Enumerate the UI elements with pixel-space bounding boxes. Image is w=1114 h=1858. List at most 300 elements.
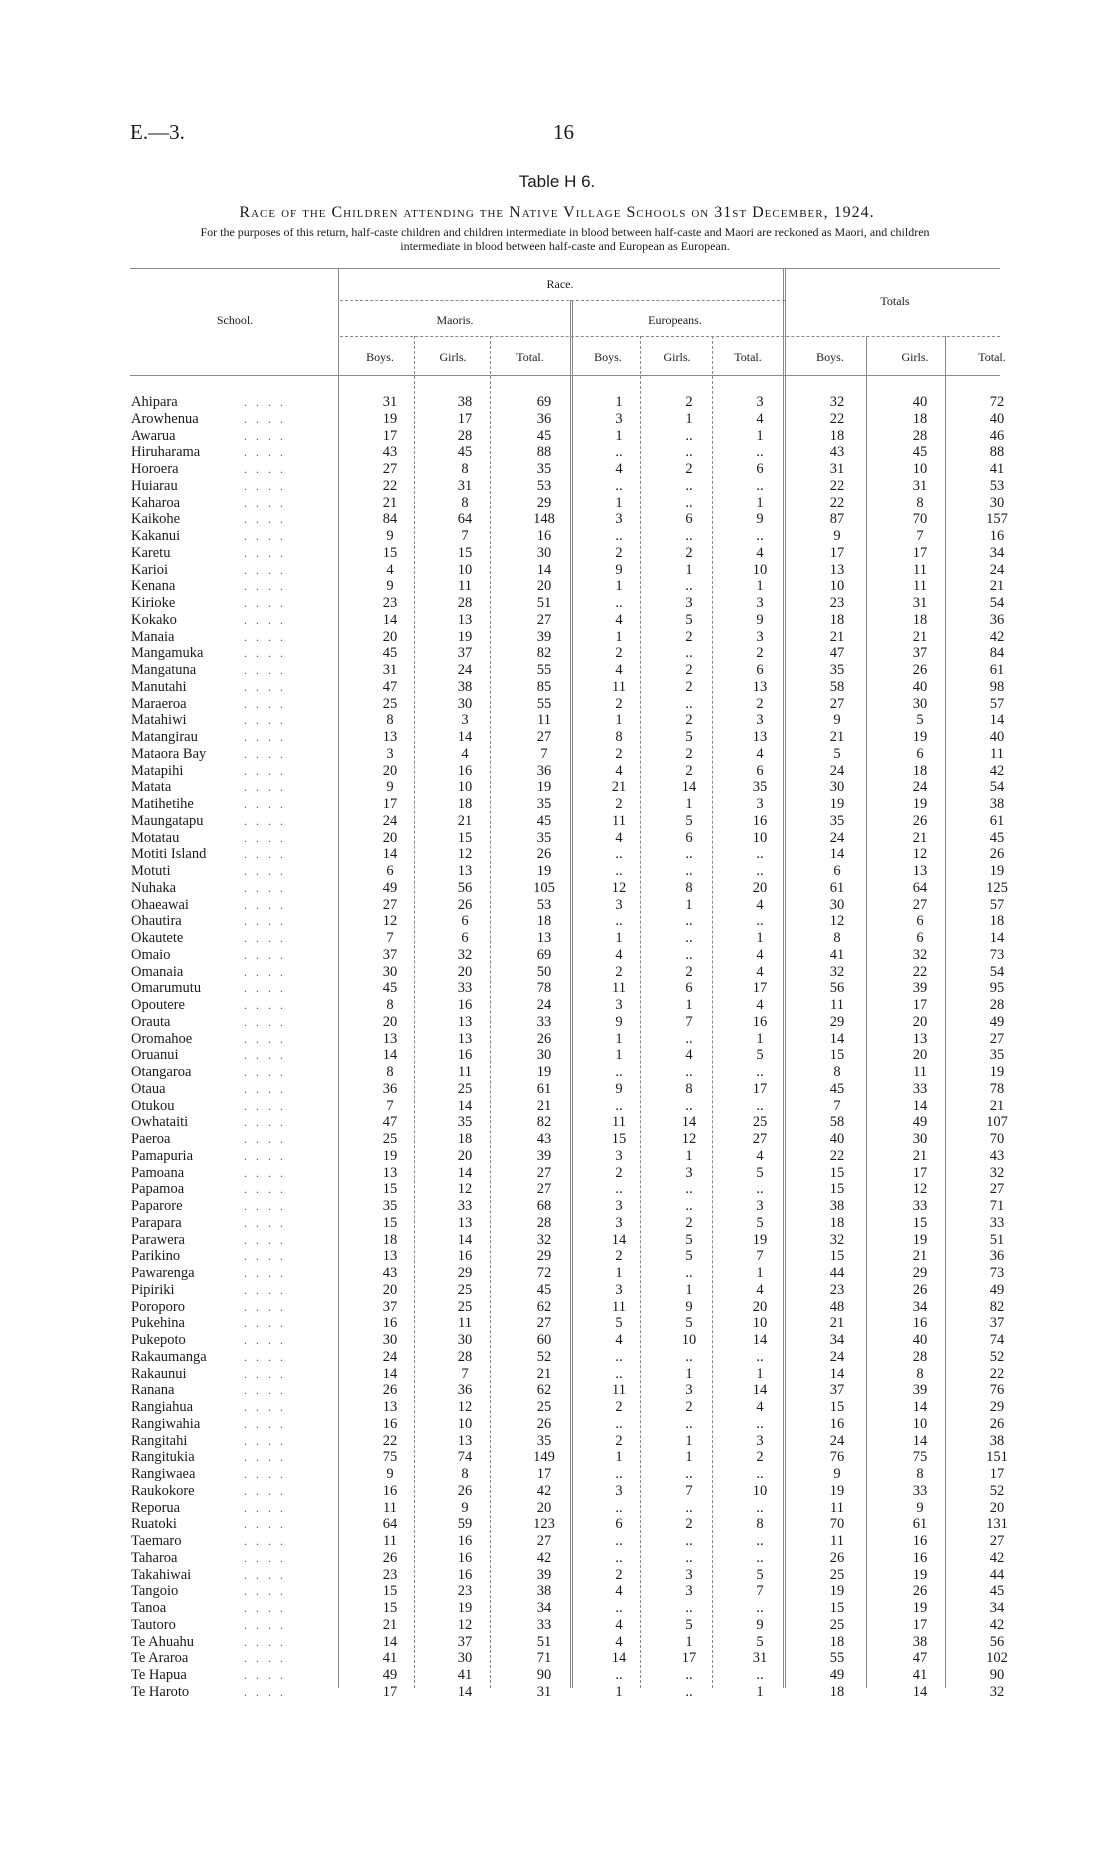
euro-girls-cell: 5 xyxy=(685,812,693,829)
school-name: Mangamuka xyxy=(131,645,204,662)
school-name: Hiruharama xyxy=(131,444,201,461)
total-boys-cell: 14 xyxy=(829,846,845,863)
euro-total-cell: 17 xyxy=(752,1080,768,1097)
total-boys-cell: 24 xyxy=(829,762,845,779)
school-name: Kaikohe xyxy=(131,511,181,528)
maori-girls-cell: 15 xyxy=(457,829,473,846)
table-row xyxy=(0,495,1114,512)
maori-girls-cell: 36 xyxy=(457,1382,473,1399)
leader-dots: . . . . xyxy=(244,813,286,828)
total-total-cell: 35 xyxy=(989,1047,1005,1064)
total-girls-cell: 19 xyxy=(912,1566,928,1583)
total-girls-cell: 26 xyxy=(912,812,928,829)
maori-total-cell: 51 xyxy=(536,1633,552,1650)
total-girls-cell: 49 xyxy=(912,1114,928,1131)
euro-total-cell: .. xyxy=(756,1097,764,1114)
euro-girls-cell: .. xyxy=(685,1030,693,1047)
table-row xyxy=(0,1466,1114,1483)
school-name: Kakanui xyxy=(131,528,181,544)
euro-total-cell: 1 xyxy=(756,494,764,511)
leader-dots: . . . . xyxy=(244,746,286,761)
euro-boys-cell: 4 xyxy=(615,829,623,846)
table-row xyxy=(0,595,1114,612)
table-row xyxy=(0,779,1114,796)
total-boys-cell: 14 xyxy=(829,1030,845,1047)
header-europeans: Europeans. xyxy=(648,313,702,327)
maori-total-cell: 25 xyxy=(536,1399,552,1415)
table-row xyxy=(0,846,1114,863)
maori-boys-cell: 27 xyxy=(382,461,398,477)
maori-total-cell: 30 xyxy=(536,544,552,561)
euro-total-cell: 4 xyxy=(756,1147,764,1164)
euro-girls-cell: 5 xyxy=(685,729,693,745)
euro-total-cell: 4 xyxy=(756,946,764,963)
euro-boys-cell: .. xyxy=(615,1600,623,1616)
total-total-cell: 37 xyxy=(989,1315,1005,1332)
school-name: Rangiahua xyxy=(131,1399,194,1415)
total-girls-cell: 40 xyxy=(912,678,928,695)
maori-boys-cell: 36 xyxy=(382,1080,398,1097)
total-girls-cell: 8 xyxy=(916,1365,924,1382)
school-name: Poroporo xyxy=(131,1298,185,1315)
leader-dots: . . . . xyxy=(244,780,286,795)
total-boys-cell: 41 xyxy=(829,946,845,963)
maori-girls-cell: 10 xyxy=(457,561,473,578)
total-total-cell: 53 xyxy=(989,477,1005,494)
maori-total-cell: 43 xyxy=(536,1131,552,1147)
euro-boys-cell: .. xyxy=(615,846,623,863)
euro-total-cell: 3 xyxy=(756,1198,764,1214)
euro-girls-cell: .. xyxy=(685,913,693,930)
maori-boys-cell: 15 xyxy=(382,1600,398,1616)
total-total-cell: 125 xyxy=(986,879,1008,896)
total-total-cell: 27 xyxy=(989,1533,1005,1549)
euro-total-cell: .. xyxy=(756,444,764,461)
maori-total-cell: 17 xyxy=(536,1466,552,1482)
maori-total-cell: 53 xyxy=(536,896,552,913)
leader-dots: . . . . xyxy=(244,1684,286,1699)
total-total-cell: 16 xyxy=(989,528,1005,544)
maori-total-cell: 51 xyxy=(536,595,552,611)
total-total-cell: 70 xyxy=(989,1131,1005,1147)
maori-boys-cell: 37 xyxy=(382,1298,398,1315)
total-boys-cell: 24 xyxy=(829,1432,845,1449)
euro-girls-cell: 1 xyxy=(685,561,693,578)
euro-total-cell: 1 xyxy=(756,1683,764,1700)
maori-total-cell: 35 xyxy=(536,1432,552,1449)
euro-boys-cell: 1 xyxy=(615,494,623,511)
leader-dots: . . . . xyxy=(244,1601,286,1615)
total-girls-cell: 19 xyxy=(912,796,928,812)
euro-girls-cell: 14 xyxy=(681,779,697,796)
school-name: Motiti Island xyxy=(131,846,207,863)
euro-total-cell: 13 xyxy=(752,729,768,745)
header-euro-girls: Girls. xyxy=(663,350,691,364)
total-total-cell: 78 xyxy=(989,1080,1005,1097)
euro-total-cell: .. xyxy=(756,913,764,930)
total-boys-cell: 40 xyxy=(829,1131,845,1147)
euro-total-cell: 4 xyxy=(756,1399,764,1415)
euro-total-cell: 5 xyxy=(756,1566,764,1583)
euro-girls-cell: 3 xyxy=(685,1583,693,1600)
total-girls-cell: 14 xyxy=(912,1683,928,1700)
euro-total-cell: 5 xyxy=(756,1633,764,1650)
maori-boys-cell: 13 xyxy=(382,1164,398,1181)
school-name: Pamoana xyxy=(131,1164,185,1181)
table-row xyxy=(0,1031,1114,1048)
leader-dots: . . . . xyxy=(244,646,286,661)
header-school: School. xyxy=(216,313,254,327)
euro-girls-cell: 1 xyxy=(685,1147,693,1164)
school-name: Mangatuna xyxy=(131,662,197,678)
table-row xyxy=(0,1516,1114,1533)
total-total-cell: 98 xyxy=(989,678,1005,695)
maori-girls-cell: 35 xyxy=(457,1114,473,1131)
maori-boys-cell: 23 xyxy=(382,595,398,611)
euro-total-cell: 7 xyxy=(756,1248,764,1265)
euro-girls-cell: 2 xyxy=(685,1399,693,1415)
euro-total-cell: 4 xyxy=(756,410,764,427)
leader-dots: . . . . xyxy=(244,1215,286,1230)
total-total-cell: 11 xyxy=(990,745,1004,762)
total-total-cell: 54 xyxy=(989,963,1005,980)
total-total-cell: 36 xyxy=(989,1248,1005,1265)
euro-boys-cell: .. xyxy=(615,1549,623,1566)
euro-girls-cell: 2 xyxy=(685,678,693,695)
maori-boys-cell: 9 xyxy=(386,779,394,796)
euro-girls-cell: 2 xyxy=(685,745,693,762)
leader-dots: . . . . xyxy=(244,880,286,895)
total-boys-cell: 16 xyxy=(829,1415,845,1432)
maori-total-cell: 38 xyxy=(536,1583,552,1600)
table-row xyxy=(0,947,1114,964)
total-girls-cell: 24 xyxy=(912,779,928,796)
table-row xyxy=(0,528,1114,545)
maori-boys-cell: 14 xyxy=(382,1047,398,1064)
maori-total-cell: 36 xyxy=(536,410,552,427)
maori-total-cell: 33 xyxy=(536,1616,552,1633)
maori-girls-cell: 14 xyxy=(457,1231,473,1248)
table-title: Table H 6. xyxy=(518,172,596,191)
school-name: Otukou xyxy=(131,1097,175,1114)
school-name: Paeroa xyxy=(131,1131,171,1147)
euro-total-cell: 4 xyxy=(756,1281,764,1298)
maori-total-cell: 82 xyxy=(536,645,552,662)
total-boys-cell: 58 xyxy=(829,678,845,695)
maori-total-cell: 88 xyxy=(536,444,552,461)
total-total-cell: 26 xyxy=(989,846,1005,863)
total-total-cell: 71 xyxy=(989,1198,1005,1214)
total-boys-cell: 18 xyxy=(829,1633,845,1650)
leader-dots: . . . . xyxy=(244,1182,286,1197)
leader-dots: . . . . xyxy=(244,1450,286,1465)
header-euro-total: Total. xyxy=(734,350,762,364)
euro-boys-cell: 9 xyxy=(615,1013,623,1030)
euro-girls-cell: 2 xyxy=(685,461,693,477)
euro-total-cell: 16 xyxy=(752,812,768,829)
maori-boys-cell: 25 xyxy=(382,1131,398,1147)
euro-total-cell: 1 xyxy=(756,578,764,595)
leader-dots: . . . . xyxy=(244,713,286,728)
euro-girls-cell: .. xyxy=(685,1499,693,1516)
maori-boys-cell: 15 xyxy=(382,1214,398,1231)
maori-total-cell: 82 xyxy=(536,1114,552,1131)
maori-total-cell: 42 xyxy=(536,1549,552,1566)
maori-girls-cell: 16 xyxy=(457,1533,473,1549)
maori-girls-cell: 19 xyxy=(457,1600,473,1616)
school-name: Maungatapu xyxy=(131,812,204,829)
euro-total-cell: 17 xyxy=(752,980,768,997)
euro-girls-cell: 2 xyxy=(685,712,693,729)
maori-total-cell: 45 xyxy=(536,427,552,444)
maori-boys-cell: 24 xyxy=(382,1348,398,1365)
euro-girls-cell: .. xyxy=(685,444,693,461)
maori-girls-cell: 3 xyxy=(461,712,469,729)
total-total-cell: 107 xyxy=(986,1114,1008,1131)
euro-girls-cell: 8 xyxy=(685,879,693,896)
table-row xyxy=(0,1165,1114,1182)
total-girls-cell: 21 xyxy=(912,829,928,846)
header-maori-total: Total. xyxy=(516,350,544,364)
maori-total-cell: 72 xyxy=(536,1265,552,1281)
total-total-cell: 54 xyxy=(989,595,1005,611)
maori-boys-cell: 13 xyxy=(382,1399,398,1415)
maori-girls-cell: 28 xyxy=(457,1348,473,1365)
school-name: Mataora Bay xyxy=(131,745,207,762)
maori-boys-cell: 35 xyxy=(382,1198,398,1214)
euro-boys-cell: 11 xyxy=(612,678,626,695)
maori-boys-cell: 19 xyxy=(382,410,398,427)
total-girls-cell: 17 xyxy=(912,544,928,561)
maori-boys-cell: 18 xyxy=(382,1231,398,1248)
euro-boys-cell: 12 xyxy=(611,879,627,896)
total-total-cell: 74 xyxy=(989,1332,1005,1348)
leader-dots: . . . . xyxy=(244,1483,286,1498)
euro-girls-cell: 3 xyxy=(685,1566,693,1583)
total-girls-cell: 7 xyxy=(916,528,924,544)
euro-boys-cell: 3 xyxy=(615,1214,623,1231)
euro-girls-cell: 3 xyxy=(685,1164,693,1181)
school-name: Papamoa xyxy=(131,1181,185,1198)
school-name: Rangiwaea xyxy=(131,1466,196,1482)
maori-total-cell: 27 xyxy=(536,729,552,745)
maori-girls-cell: 12 xyxy=(457,1399,473,1415)
leader-dots: . . . . xyxy=(244,1165,286,1180)
total-boys-cell: 58 xyxy=(829,1114,845,1131)
maori-girls-cell: 14 xyxy=(457,1683,473,1700)
maori-boys-cell: 23 xyxy=(382,1566,398,1583)
euro-girls-cell: .. xyxy=(685,946,693,963)
maori-girls-cell: 28 xyxy=(457,595,473,611)
table-row xyxy=(0,930,1114,947)
total-total-cell: 41 xyxy=(989,461,1005,477)
table-row xyxy=(0,913,1114,930)
euro-girls-cell: .. xyxy=(685,695,693,712)
leader-dots: . . . . xyxy=(244,847,286,862)
table-row xyxy=(0,1131,1114,1148)
euro-boys-cell: 1 xyxy=(615,427,623,444)
euro-boys-cell: 2 xyxy=(615,1399,623,1415)
euro-total-cell: 6 xyxy=(756,461,764,477)
school-name: Kaharoa xyxy=(131,494,181,511)
total-total-cell: 43 xyxy=(989,1147,1005,1164)
euro-girls-cell: .. xyxy=(685,1549,693,1566)
euro-girls-cell: .. xyxy=(685,494,693,511)
euro-girls-cell: 1 xyxy=(685,896,693,913)
euro-girls-cell: .. xyxy=(685,1064,693,1080)
euro-girls-cell: 3 xyxy=(685,595,693,611)
maori-total-cell: 45 xyxy=(536,1281,552,1298)
leader-dots: . . . . xyxy=(244,1048,286,1063)
total-girls-cell: 13 xyxy=(912,1030,928,1047)
total-girls-cell: 33 xyxy=(912,1482,928,1499)
total-boys-cell: 21 xyxy=(829,1315,845,1332)
table-row xyxy=(0,1081,1114,1098)
table-row xyxy=(0,662,1114,679)
euro-total-cell: 3 xyxy=(756,394,764,410)
total-girls-cell: 28 xyxy=(912,1348,928,1365)
total-boys-cell: 87 xyxy=(829,511,845,528)
euro-girls-cell: .. xyxy=(685,930,693,946)
maori-boys-cell: 13 xyxy=(382,1248,398,1265)
maori-girls-cell: 31 xyxy=(457,477,473,494)
school-name: Rangitukia xyxy=(131,1449,195,1466)
maori-girls-cell: 17 xyxy=(457,410,473,427)
maori-girls-cell: 13 xyxy=(457,863,473,879)
euro-girls-cell: 4 xyxy=(685,1047,693,1064)
euro-boys-cell: 4 xyxy=(615,611,623,628)
leader-dots: . . . . xyxy=(244,445,286,460)
euro-boys-cell: 3 xyxy=(615,1281,623,1298)
leader-dots: . . . . xyxy=(244,1249,286,1264)
school-name: Awarua xyxy=(131,427,176,444)
school-name: Raukokore xyxy=(131,1482,195,1499)
maori-total-cell: 20 xyxy=(536,578,552,595)
total-total-cell: 36 xyxy=(989,611,1005,628)
total-girls-cell: 31 xyxy=(912,595,928,611)
euro-boys-cell: 1 xyxy=(615,1449,623,1466)
total-boys-cell: 21 xyxy=(829,729,845,745)
total-girls-cell: 19 xyxy=(912,729,928,745)
total-girls-cell: 10 xyxy=(912,1415,928,1432)
euro-total-cell: .. xyxy=(756,528,764,544)
maori-girls-cell: 59 xyxy=(457,1516,473,1533)
euro-boys-cell: 14 xyxy=(611,1231,627,1248)
school-name: Ranana xyxy=(131,1382,175,1399)
total-total-cell: 157 xyxy=(986,511,1008,528)
maori-boys-cell: 8 xyxy=(386,1064,394,1080)
table-row xyxy=(0,1047,1114,1064)
euro-total-cell: 5 xyxy=(756,1214,764,1231)
leader-dots: . . . . xyxy=(244,897,286,912)
total-boys-cell: 61 xyxy=(829,879,845,896)
maori-girls-cell: 16 xyxy=(457,1566,473,1583)
header-maori-boys: Boys. xyxy=(366,350,394,364)
euro-boys-cell: 2 xyxy=(615,1248,623,1265)
maori-girls-cell: 20 xyxy=(457,963,473,980)
euro-total-cell: 27 xyxy=(752,1131,768,1147)
maori-girls-cell: 14 xyxy=(457,1097,473,1114)
maori-total-cell: 69 xyxy=(536,394,552,410)
leader-dots: . . . . xyxy=(244,1199,286,1213)
euro-boys-cell: 1 xyxy=(615,578,623,595)
euro-boys-cell: .. xyxy=(615,1181,623,1198)
maori-boys-cell: 24 xyxy=(382,812,398,829)
total-total-cell: 24 xyxy=(989,561,1005,578)
total-boys-cell: 15 xyxy=(829,1047,845,1064)
maori-girls-cell: 8 xyxy=(461,494,469,511)
euro-boys-cell: .. xyxy=(615,1499,623,1516)
maori-girls-cell: 26 xyxy=(457,1482,473,1499)
table-row xyxy=(0,461,1114,478)
leader-dots: . . . . xyxy=(244,411,286,426)
euro-total-cell: 9 xyxy=(756,1616,764,1633)
total-boys-cell: 8 xyxy=(833,1064,841,1080)
euro-total-cell: 1 xyxy=(756,930,764,946)
euro-boys-cell: .. xyxy=(615,595,623,611)
maori-total-cell: 39 xyxy=(536,1566,552,1583)
total-girls-cell: 40 xyxy=(912,1332,928,1348)
maori-boys-cell: 21 xyxy=(382,1616,398,1633)
school-name: Arowhenua xyxy=(131,410,199,427)
table-row xyxy=(0,1265,1114,1282)
maori-total-cell: 34 xyxy=(536,1600,552,1616)
total-total-cell: 45 xyxy=(989,1583,1005,1600)
total-boys-cell: 17 xyxy=(829,544,845,561)
table-row xyxy=(0,1550,1114,1567)
total-boys-cell: 14 xyxy=(829,1365,845,1382)
total-girls-cell: 8 xyxy=(916,1466,924,1482)
maori-boys-cell: 11 xyxy=(383,1499,397,1516)
maori-total-cell: 33 xyxy=(536,1013,552,1030)
euro-total-cell: 10 xyxy=(752,1482,768,1499)
euro-girls-cell: .. xyxy=(685,645,693,662)
euro-boys-cell: .. xyxy=(615,1097,623,1114)
euro-girls-cell: 6 xyxy=(685,829,693,846)
leader-dots: . . . . xyxy=(244,395,286,409)
maori-boys-cell: 15 xyxy=(382,1583,398,1600)
total-total-cell: 76 xyxy=(989,1382,1005,1399)
euro-total-cell: 10 xyxy=(752,1315,768,1332)
euro-boys-cell: 3 xyxy=(615,896,623,913)
school-name: Oromahoe xyxy=(131,1030,193,1047)
leader-dots: . . . . xyxy=(244,1065,286,1079)
maori-girls-cell: 37 xyxy=(457,1633,473,1650)
school-name: Horoera xyxy=(131,461,179,477)
euro-boys-cell: .. xyxy=(615,1466,623,1482)
maori-girls-cell: 23 xyxy=(457,1583,473,1600)
table-note: For the purposes of this return, half-caste children and children intermediate in blood between half-caste and Maori are reckoned as Maori, and children intermediate in blood between half-caste and European as European. xyxy=(200,225,930,253)
maori-girls-cell: 41 xyxy=(457,1667,473,1683)
maori-total-cell: 14 xyxy=(536,561,552,578)
euro-total-cell: 4 xyxy=(756,544,764,561)
euro-total-cell: 1 xyxy=(756,1265,764,1281)
total-girls-cell: 11 xyxy=(913,578,927,595)
maori-boys-cell: 17 xyxy=(382,427,398,444)
table-row xyxy=(0,1198,1114,1215)
total-girls-cell: 33 xyxy=(912,1198,928,1214)
leader-dots: . . . . xyxy=(244,1349,286,1364)
euro-girls-cell: 5 xyxy=(685,1616,693,1633)
euro-boys-cell: 2 xyxy=(615,745,623,762)
total-total-cell: 46 xyxy=(989,427,1005,444)
maori-total-cell: 90 xyxy=(536,1667,552,1683)
table-row xyxy=(0,1332,1114,1349)
maori-girls-cell: 30 xyxy=(457,695,473,712)
total-boys-cell: 55 xyxy=(829,1650,845,1667)
euro-girls-cell: 12 xyxy=(681,1131,697,1147)
euro-total-cell: 19 xyxy=(752,1231,768,1248)
